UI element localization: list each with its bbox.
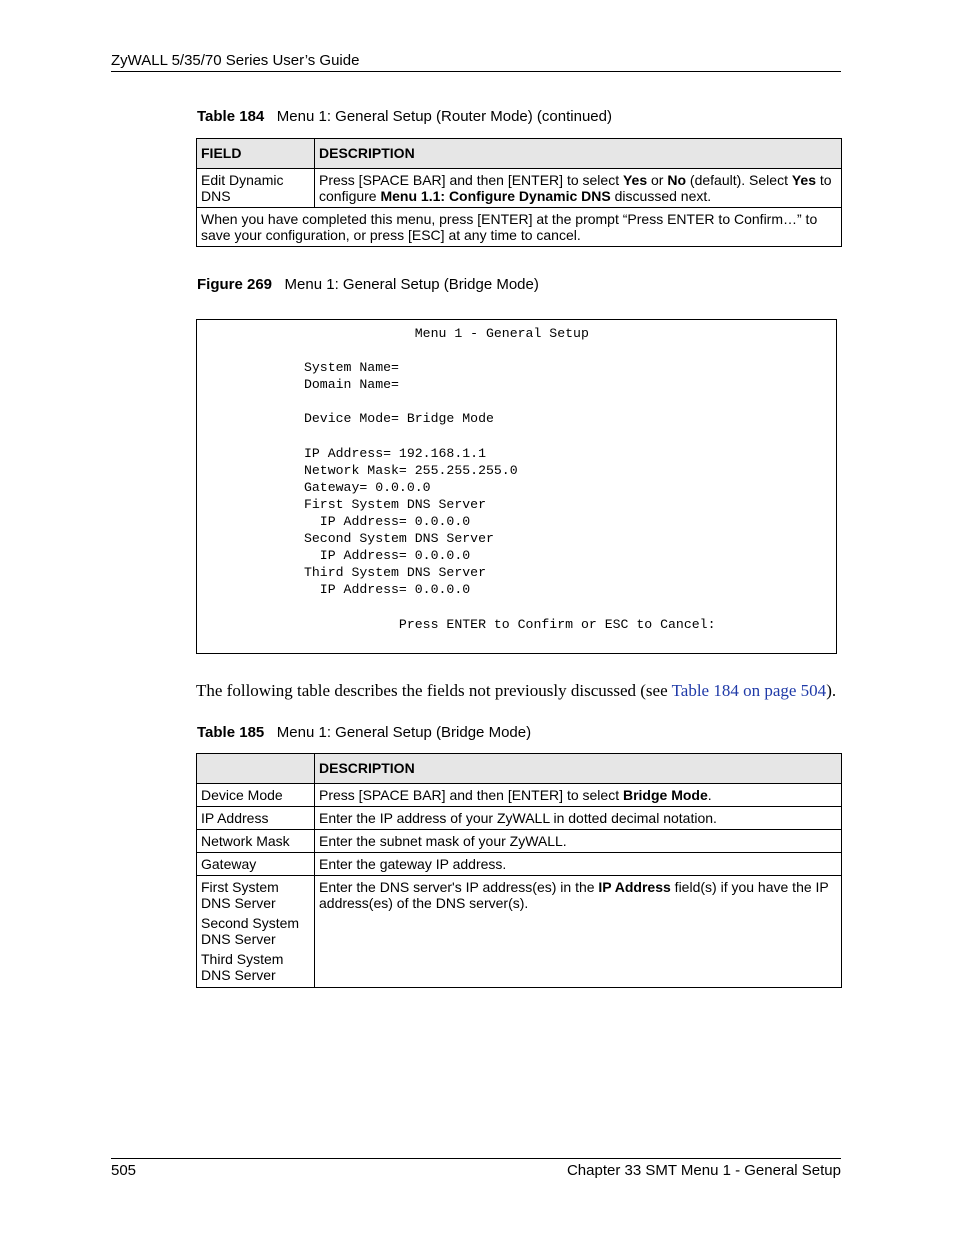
page-number: 505 (111, 1162, 137, 1179)
chapter-title: Chapter 33 SMT Menu 1 - General Setup (566, 1162, 841, 1179)
text-run: Press [SPACE BAR] and then [ENTER] to select (319, 172, 623, 188)
field-third-dns: Third System DNS Server (201, 951, 284, 983)
body-paragraph (196, 681, 836, 701)
smt-menu-screen (196, 319, 837, 654)
text-run: or (647, 172, 668, 188)
column-header-description: DESCRIPTION (315, 754, 842, 784)
description-cell (315, 169, 842, 208)
bold-run: Bridge Mode (622, 787, 708, 803)
table-185-label: Table 185 (197, 724, 265, 741)
screen-text: Menu 1 - General Setup System Name= Domain Name= Device Mode= Bridge Mode IP Address= 192.168.1.1 Network Mask= 255.255.255.0 Gateway= 0.0.0.0 First System DNS Server IP Address= 0.0.0.0 Second System DNS Server IP Address= 0.0.0.0 Third System DNS Server IP Address= 0.0.0.0 Press ENTER to Confirm or ESC to Cancel: (303, 326, 716, 632)
table-note-row (197, 208, 842, 247)
figure-269-caption (197, 276, 539, 293)
text-run: Enter the DNS server's IP address(es) in the (319, 879, 599, 895)
table-row (197, 784, 842, 807)
table-184-link[interactable]: Table 184 on page 504 (671, 681, 827, 700)
text-run: Press [SPACE BAR] and then [ENTER] to select (319, 787, 623, 803)
field-second-dns: Second System DNS Server (201, 915, 300, 947)
table-184 (196, 138, 842, 247)
table-185-caption (197, 724, 531, 741)
table-header-row (197, 754, 842, 784)
table-header-row (197, 139, 842, 169)
table-185 (196, 753, 842, 988)
figure-269-label: Figure 269 (197, 276, 273, 293)
column-header-field: FIELD (197, 139, 315, 169)
table-row-dns (197, 876, 842, 988)
description-cell: Enter the IP address of your ZyWALL in dotted decimal notation. (315, 807, 842, 830)
field-cell: IP Address (197, 807, 315, 830)
text-run: discussed next. (610, 188, 712, 204)
note-cell: When you have completed this menu, press [ENTER] at the prompt “Press ENTER to Confirm…” to save your configuration, or press [ESC] at any time to cancel. (197, 208, 842, 247)
body-text-run: ). (826, 681, 837, 700)
table-184-label: Table 184 (197, 108, 265, 125)
body-text-run: The following table describes the fields not previously discussed (see (196, 681, 672, 700)
bold-run: No (667, 172, 687, 188)
footer-rule (111, 1158, 841, 1159)
table-row (197, 853, 842, 876)
figure-269-title: Menu 1: General Setup (Bridge Mode) (284, 276, 539, 293)
field-first-dns: First System DNS Server (201, 879, 279, 911)
description-cell (315, 876, 842, 988)
running-header: ZyWALL 5/35/70 Series User’s Guide (111, 52, 360, 69)
bold-run: IP Address (598, 879, 671, 895)
table-185-title: Menu 1: General Setup (Bridge Mode) (276, 724, 532, 741)
table-184-title: Menu 1: General Setup (Router Mode) (continued) (276, 108, 612, 125)
header-rule (111, 71, 841, 72)
field-cell: Device Mode (197, 784, 315, 807)
bold-run: Menu 1.1: Configure Dynamic DNS (380, 188, 611, 204)
field-cell: Network Mask (197, 830, 315, 853)
text-run: . (707, 787, 712, 803)
description-cell (315, 784, 842, 807)
text-run: (default). Select (686, 172, 792, 188)
bold-run: Yes (622, 172, 648, 188)
field-cell (197, 876, 315, 988)
column-header-description: DESCRIPTION (315, 139, 842, 169)
table-row (197, 830, 842, 853)
description-cell: Enter the gateway IP address. (315, 853, 842, 876)
field-cell: Edit Dynamic DNS (197, 169, 315, 208)
text-run: to configure (319, 172, 832, 204)
text-run: field(s) if you have the IP address(es) of the DNS server(s). (319, 879, 829, 911)
table-184-caption (197, 108, 612, 125)
field-cell: Gateway (197, 853, 315, 876)
column-header-field (197, 754, 315, 784)
table-row (197, 807, 842, 830)
table-row (197, 169, 842, 208)
description-cell: Enter the subnet mask of your ZyWALL. (315, 830, 842, 853)
bold-run: Yes (791, 172, 816, 188)
